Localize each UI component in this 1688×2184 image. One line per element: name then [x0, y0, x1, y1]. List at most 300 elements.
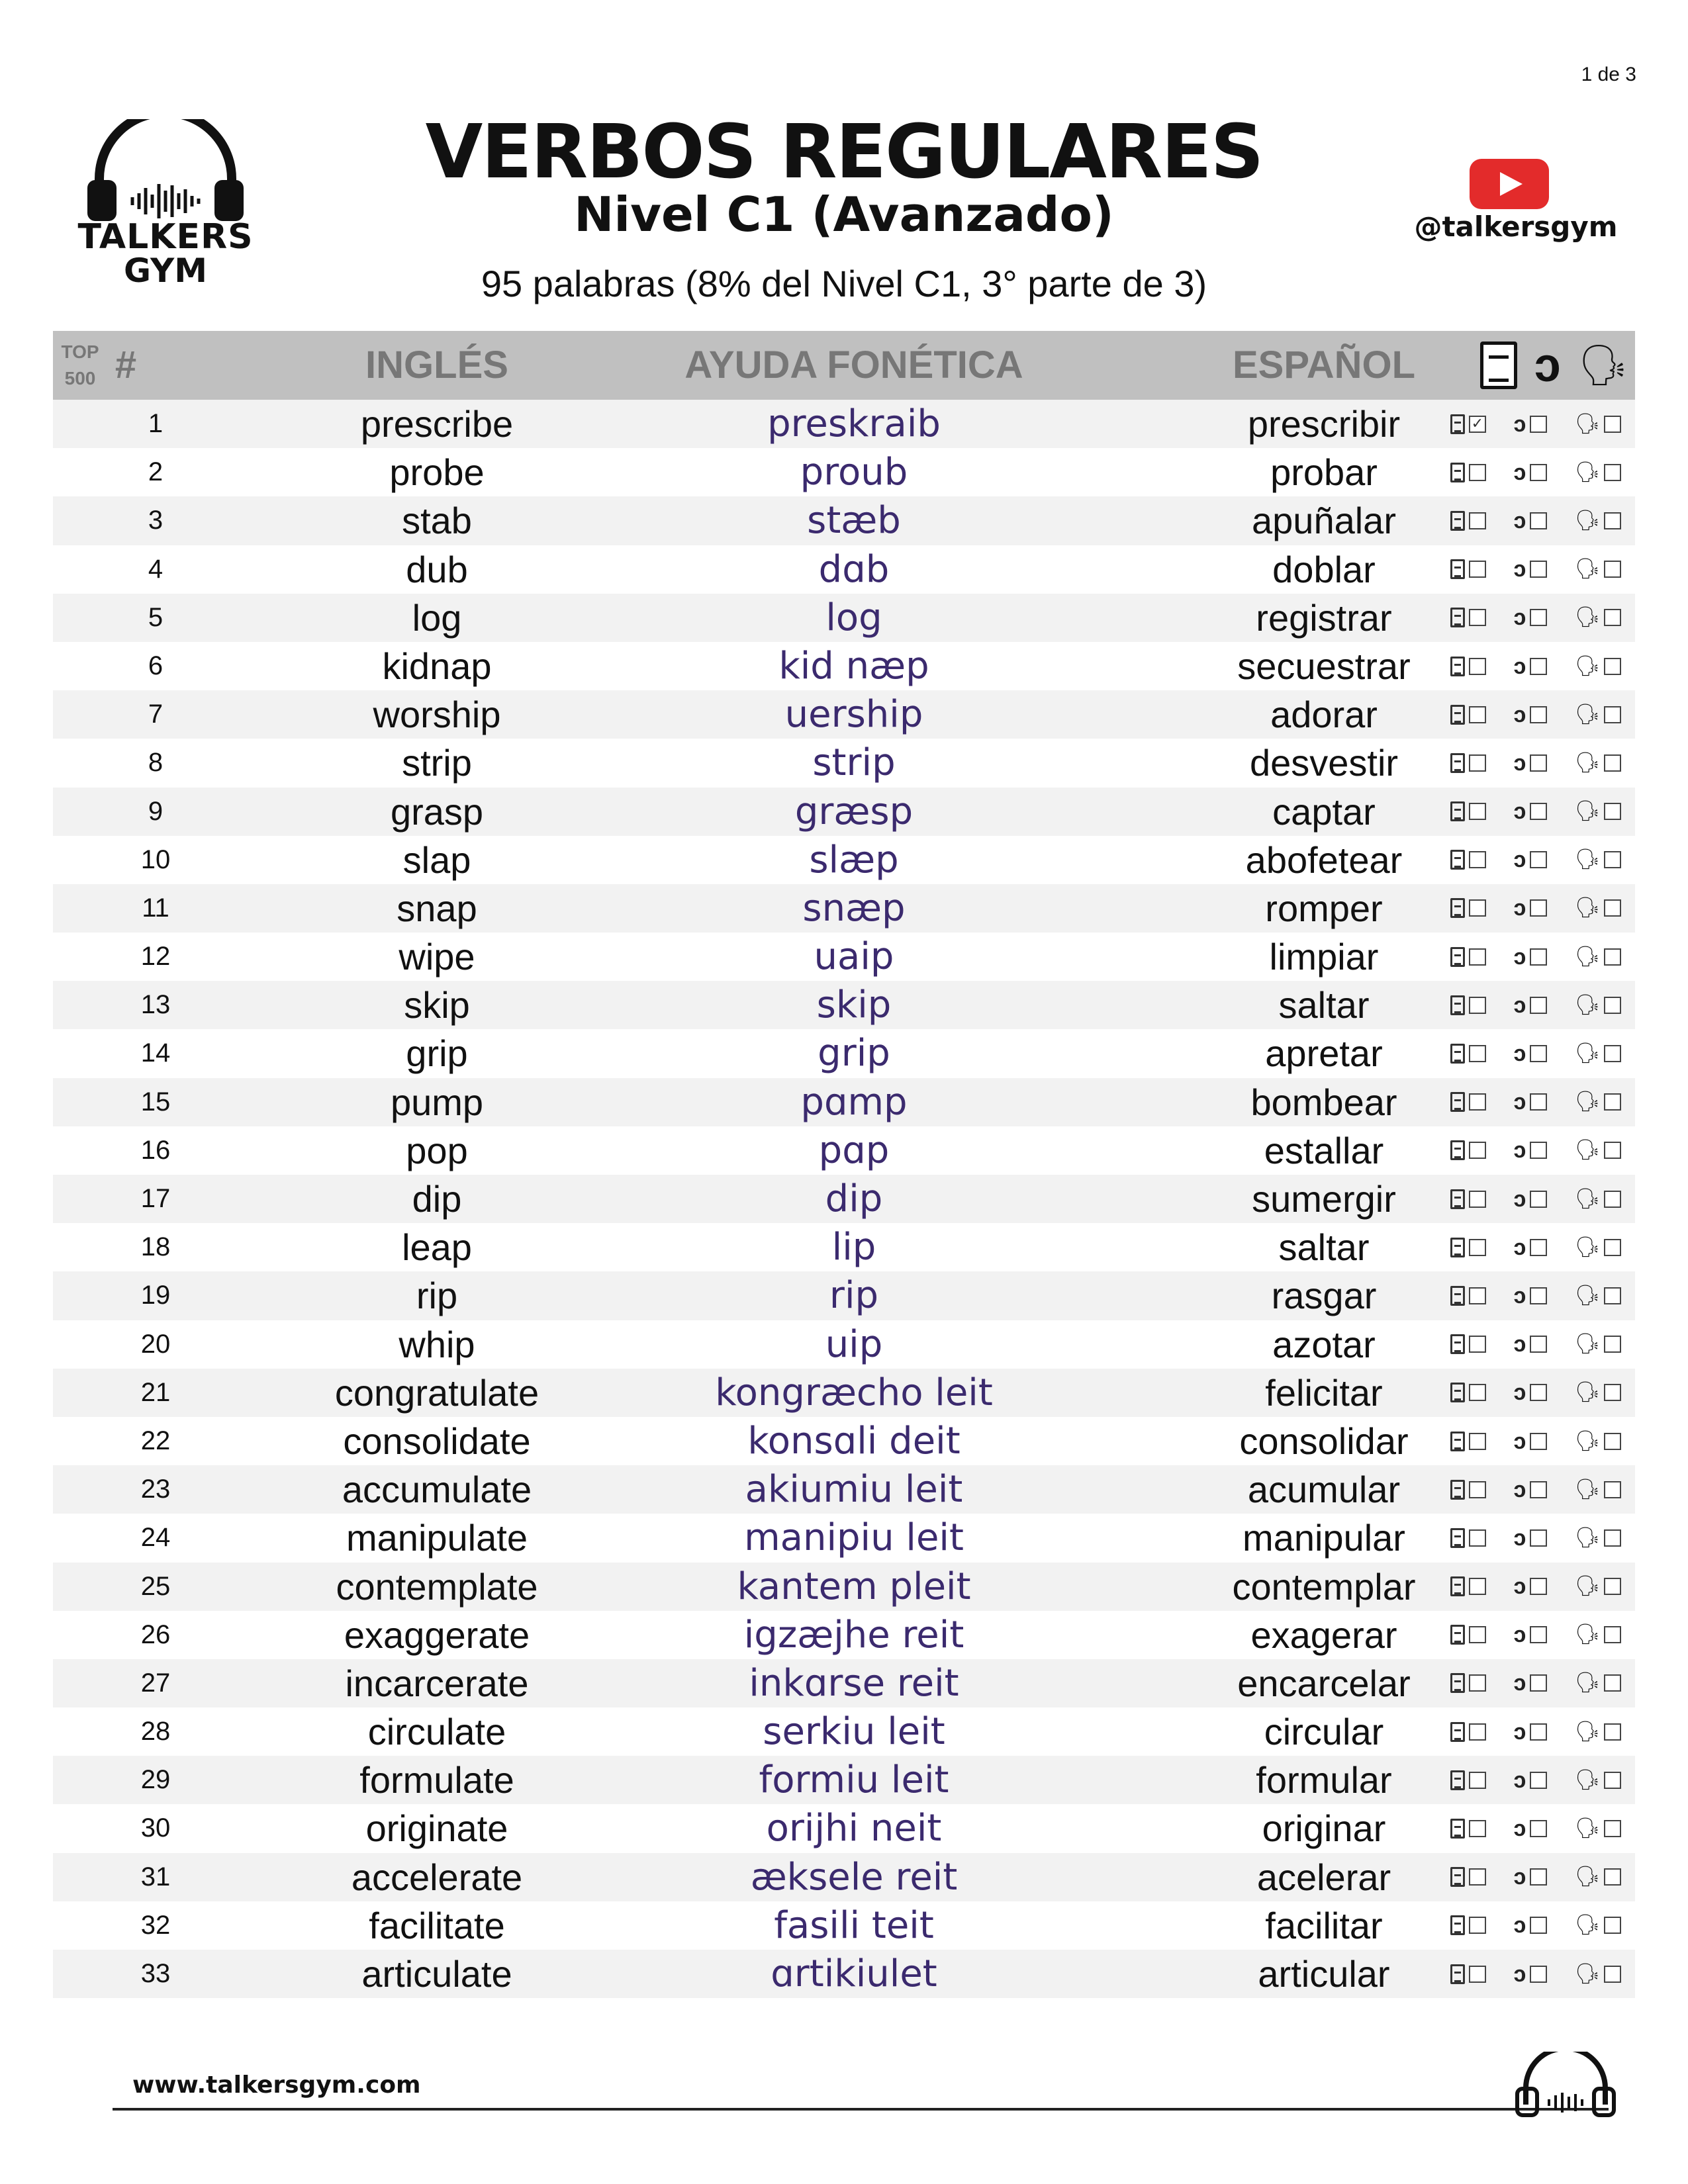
spanish-word: encarcelar: [1237, 1662, 1411, 1704]
document-icon: [1450, 1092, 1465, 1112]
progress-checkboxes: [1436, 594, 1635, 642]
youtube-icon[interactable]: [1470, 159, 1549, 209]
speaking-person-icon: 🗣: [1575, 1187, 1601, 1210]
speaking-person-icon: 🗣: [1575, 461, 1601, 483]
document-icon: [1450, 414, 1465, 434]
read-checkbox[interactable]: [1469, 1674, 1486, 1692]
progress-checkboxes: [1436, 1950, 1635, 1998]
listen-check-group: [1513, 1816, 1547, 1842]
english-word: originate: [365, 1807, 508, 1850]
english-word: dip: [412, 1178, 462, 1220]
row-number: 30: [140, 1813, 171, 1843]
speak-check-group: [1575, 657, 1621, 676]
document-icon: [1450, 995, 1465, 1015]
listen-check-group: [1513, 1767, 1547, 1793]
read-checkbox[interactable]: [1469, 803, 1486, 820]
column-header-phonetic: AYUDA FONÉTICA: [684, 343, 1023, 387]
phonetic-help: æksele reit: [750, 1855, 958, 1899]
speak-check-group: [1575, 995, 1621, 1015]
speaking-person-icon: 🗣: [1575, 655, 1601, 677]
read-checkbox[interactable]: [1469, 1723, 1486, 1741]
row-number: 13: [140, 990, 171, 1020]
listen-checkbox[interactable]: [1530, 1336, 1547, 1353]
row-number: 10: [140, 844, 171, 874]
phonetic-help: dip: [825, 1177, 883, 1220]
read-check-group: [1450, 559, 1486, 579]
read-checkbox[interactable]: [1469, 1433, 1486, 1450]
listen-checkbox[interactable]: [1530, 1626, 1547, 1643]
read-checkbox[interactable]: ✓: [1469, 416, 1486, 433]
listen-checkbox[interactable]: [1530, 1529, 1547, 1547]
phonetic-help: preskraib: [767, 402, 941, 445]
ear-icon: ↄ: [1513, 750, 1526, 776]
english-word: pop: [406, 1129, 468, 1171]
spanish-word: apretar: [1265, 1032, 1383, 1075]
listen-checkbox[interactable]: [1530, 1481, 1547, 1498]
phonetic-help: pɑp: [818, 1128, 890, 1172]
listen-check-group: [1513, 1186, 1547, 1212]
speak-checkbox[interactable]: [1604, 997, 1621, 1014]
listen-checkbox[interactable]: [1530, 851, 1547, 868]
speaking-person-icon: 🗣: [1575, 1623, 1601, 1646]
row-number: 33: [140, 1959, 171, 1988]
table-row: [53, 1756, 1635, 1804]
phonetic-help: igzæjhe reit: [743, 1613, 964, 1657]
english-word: wipe: [399, 936, 475, 978]
english-word: incarcerate: [345, 1662, 529, 1704]
document-icon: [1450, 1576, 1465, 1596]
document-icon: [1450, 511, 1465, 531]
progress-checkboxes: [1436, 496, 1635, 545]
table-row: [53, 1563, 1635, 1611]
speak-checkbox[interactable]: [1604, 1481, 1621, 1498]
read-check-group: [1450, 1044, 1486, 1064]
spanish-word: captar: [1272, 790, 1376, 833]
read-check-group: [1450, 850, 1486, 870]
row-number: 28: [140, 1717, 171, 1747]
listen-check-group: [1513, 1864, 1547, 1890]
read-checkbox[interactable]: [1469, 1578, 1486, 1595]
listen-checkbox[interactable]: [1530, 658, 1547, 675]
listen-checkbox[interactable]: [1530, 997, 1547, 1014]
speak-checkbox[interactable]: [1604, 464, 1621, 481]
table-row: [53, 836, 1635, 884]
listen-checkbox[interactable]: [1530, 1239, 1547, 1256]
speak-check-group: [1575, 511, 1621, 531]
document-icon: [1450, 1286, 1465, 1306]
progress-checkboxes: [1436, 1271, 1635, 1320]
read-check-group: [1450, 1915, 1486, 1935]
phonetic-help: serkiu leit: [763, 1710, 945, 1754]
read-checkbox[interactable]: [1469, 512, 1486, 529]
read-checkbox[interactable]: [1469, 706, 1486, 723]
speak-checkbox[interactable]: [1604, 416, 1621, 433]
ear-icon: ↄ: [1513, 1525, 1526, 1551]
read-checkbox[interactable]: [1469, 1529, 1486, 1547]
document-icon: [1450, 1722, 1465, 1742]
document-icon: [1450, 1334, 1465, 1354]
read-checkbox[interactable]: [1469, 658, 1486, 675]
row-number: 20: [140, 1329, 171, 1359]
read-checkbox[interactable]: [1469, 1966, 1486, 1983]
phonetic-help: fasili teit: [774, 1903, 934, 1947]
table-row: [53, 1707, 1635, 1756]
speak-check-group: [1575, 463, 1621, 482]
read-check-group: [1450, 414, 1486, 434]
ear-icon: ↄ: [1513, 1041, 1526, 1067]
listen-check-group: [1513, 459, 1547, 485]
read-checkbox[interactable]: [1469, 609, 1486, 626]
read-checkbox[interactable]: [1469, 1917, 1486, 1934]
progress-checkboxes: [1436, 788, 1635, 836]
speaking-person-icon: 🗣: [1575, 1768, 1601, 1791]
read-checkbox[interactable]: [1469, 1772, 1486, 1789]
speak-checkbox[interactable]: [1604, 706, 1621, 723]
speaking-person-icon: 🗣: [1575, 1962, 1601, 1985]
english-word: dub: [406, 548, 468, 590]
read-checkbox[interactable]: [1469, 1820, 1486, 1837]
row-number: 17: [140, 1184, 171, 1213]
table-row: [53, 1853, 1635, 1901]
read-check-group: [1450, 1867, 1486, 1887]
ear-icon: ↄ: [1513, 508, 1526, 533]
ear-icon: ↄ: [1513, 1913, 1526, 1938]
phonetic-help: formiu leit: [759, 1758, 949, 1802]
read-checkbox[interactable]: [1469, 1142, 1486, 1159]
phonetic-help: snæp: [802, 886, 906, 930]
english-word: accelerate: [351, 1856, 523, 1898]
read-check-group: [1450, 1480, 1486, 1500]
speak-check-group: [1575, 1528, 1621, 1548]
speak-checkbox[interactable]: [1604, 658, 1621, 675]
phonetic-help: uaip: [814, 935, 894, 979]
speak-checkbox[interactable]: [1604, 948, 1621, 966]
read-check-group: [1450, 608, 1486, 627]
speak-check-group: [1575, 608, 1621, 627]
ear-icon: ↄ: [1513, 1428, 1526, 1454]
table-row: [53, 1901, 1635, 1950]
progress-checkboxes: [1436, 1078, 1635, 1126]
read-checkbox[interactable]: [1469, 1287, 1486, 1304]
phonetic-help: stæb: [807, 499, 901, 543]
phonetic-help: ɑrtikiulet: [771, 1952, 937, 1995]
listen-checkbox[interactable]: [1530, 1772, 1547, 1789]
table-row: [53, 545, 1635, 594]
speaking-person-icon: 🗣: [1575, 1866, 1601, 1888]
row-number: 8: [148, 748, 164, 778]
spanish-word: sumergir: [1252, 1178, 1396, 1220]
spanish-word: azotar: [1272, 1323, 1376, 1365]
speak-checkbox[interactable]: [1604, 754, 1621, 772]
listen-checkbox[interactable]: [1530, 1384, 1547, 1401]
listen-checkbox[interactable]: [1530, 754, 1547, 772]
progress-checkboxes: [1436, 1223, 1635, 1271]
read-check-group: [1450, 1189, 1486, 1209]
page-description: 95 palabras (8% del Nivel C1, 3° parte de 3): [481, 263, 1207, 304]
listen-checkbox[interactable]: [1530, 416, 1547, 433]
table-row: [53, 788, 1635, 836]
listen-check-group: [1513, 1477, 1547, 1502]
ear-icon: ↄ: [1513, 1816, 1526, 1842]
document-icon: [1450, 463, 1465, 482]
spanish-word: rasgar: [1271, 1275, 1377, 1317]
document-icon: [1450, 947, 1465, 967]
speak-check-group: [1575, 850, 1621, 870]
speak-checkbox[interactable]: [1604, 1336, 1621, 1353]
listen-checkbox[interactable]: [1530, 1966, 1547, 1983]
vocabulary-table: [53, 331, 1635, 1998]
listen-checkbox[interactable]: [1530, 1433, 1547, 1450]
speaking-person-icon: 🗣: [1577, 343, 1628, 387]
row-number: 18: [140, 1232, 171, 1262]
progress-checkboxes: [1436, 1563, 1635, 1611]
listen-check-group: [1513, 653, 1547, 679]
speak-check-group: [1575, 705, 1621, 725]
speak-checkbox[interactable]: [1604, 1093, 1621, 1111]
speak-checkbox[interactable]: [1604, 1433, 1621, 1450]
listen-checkbox[interactable]: [1530, 464, 1547, 481]
ear-icon: ↄ: [1513, 944, 1526, 970]
speak-check-group: [1575, 947, 1621, 967]
ear-icon: ↄ: [1513, 992, 1526, 1018]
speak-checkbox[interactable]: [1604, 1966, 1621, 1983]
listen-check-group: [1513, 1525, 1547, 1551]
ear-icon: ↄ: [1513, 1767, 1526, 1793]
read-checkbox[interactable]: [1469, 1481, 1486, 1498]
progress-checkboxes: [1436, 933, 1635, 981]
spanish-word: apuñalar: [1252, 500, 1396, 542]
english-word: manipulate: [346, 1517, 528, 1559]
progress-checkboxes: [1436, 1029, 1635, 1077]
speaking-person-icon: 🗣: [1575, 1091, 1601, 1113]
listen-checkbox[interactable]: [1530, 1723, 1547, 1741]
speak-checkbox[interactable]: [1604, 1045, 1621, 1062]
document-icon: [1450, 1964, 1465, 1984]
speak-checkbox[interactable]: [1604, 851, 1621, 868]
read-checkbox[interactable]: [1469, 1868, 1486, 1886]
page-number: 1 de 3: [1581, 64, 1636, 85]
spanish-word: saltar: [1278, 1226, 1370, 1269]
progress-checkboxes: [1436, 836, 1635, 884]
read-checkbox[interactable]: [1469, 997, 1486, 1014]
read-check-group: [1450, 1286, 1486, 1306]
phonetic-help: slæp: [809, 838, 899, 882]
progress-checkboxes: [1436, 1707, 1635, 1756]
document-icon: [1450, 801, 1465, 821]
spanish-word: desvestir: [1249, 742, 1399, 784]
read-checkbox[interactable]: [1469, 948, 1486, 966]
speak-checkbox[interactable]: [1604, 1239, 1621, 1256]
table-row: [53, 642, 1635, 690]
ear-icon: ↄ: [1513, 1961, 1526, 1987]
spanish-word: secuestrar: [1237, 645, 1411, 687]
footer-url[interactable]: www.talkersgym.com: [132, 2071, 421, 2099]
listen-checkbox[interactable]: [1530, 1820, 1547, 1837]
document-icon: [1450, 1044, 1465, 1064]
speak-checkbox[interactable]: [1604, 1723, 1621, 1741]
listen-checkbox[interactable]: [1530, 706, 1547, 723]
progress-checkboxes: [1436, 1853, 1635, 1901]
speak-checkbox[interactable]: [1604, 1578, 1621, 1595]
speak-checkbox[interactable]: [1604, 1674, 1621, 1692]
listen-checkbox[interactable]: [1530, 1045, 1547, 1062]
spanish-word: originar: [1262, 1807, 1386, 1850]
listen-checkbox[interactable]: [1530, 1093, 1547, 1111]
listen-checkbox[interactable]: [1530, 1674, 1547, 1692]
speak-checkbox[interactable]: [1604, 1772, 1621, 1789]
read-checkbox[interactable]: [1469, 851, 1486, 868]
speaking-person-icon: 🗣: [1575, 703, 1601, 725]
logo-text-gym: GYM: [124, 251, 207, 290]
read-checkbox[interactable]: [1469, 754, 1486, 772]
listen-checkbox[interactable]: [1530, 1868, 1547, 1886]
document-icon: [1450, 1383, 1465, 1402]
listen-check-group: [1513, 1428, 1547, 1454]
speak-checkbox[interactable]: [1604, 803, 1621, 820]
listen-checkbox[interactable]: [1530, 512, 1547, 529]
phonetic-help: uership: [784, 693, 923, 737]
document-icon: [1450, 1528, 1465, 1548]
listen-checkbox[interactable]: [1530, 1142, 1547, 1159]
phonetic-help: proub: [800, 451, 908, 494]
listen-checkbox[interactable]: [1530, 609, 1547, 626]
speaking-person-icon: 🗣: [1575, 897, 1601, 919]
listen-checkbox[interactable]: [1530, 1191, 1547, 1208]
speak-check-group: [1575, 414, 1621, 434]
read-checkbox[interactable]: [1469, 1045, 1486, 1062]
speak-checkbox[interactable]: [1604, 609, 1621, 626]
listen-checkbox[interactable]: [1530, 899, 1547, 917]
ear-icon: ↄ: [1513, 459, 1526, 485]
read-checkbox[interactable]: [1469, 1093, 1486, 1111]
english-word: rip: [416, 1275, 458, 1317]
speak-checkbox[interactable]: [1604, 1868, 1621, 1886]
column-header-spanish: ESPAÑOL: [1232, 343, 1416, 387]
page-title: VERBOS REGULARES: [425, 109, 1263, 195]
read-check-group: [1450, 753, 1486, 773]
listen-checkbox[interactable]: [1530, 561, 1547, 578]
listen-check-group: [1513, 992, 1547, 1018]
document-icon: [1450, 1867, 1465, 1887]
table-row: [53, 1223, 1635, 1271]
spanish-word: exagerar: [1250, 1614, 1397, 1656]
read-check-group: [1450, 1334, 1486, 1354]
row-number: 4: [148, 554, 164, 584]
table-row: [53, 1659, 1635, 1707]
ear-icon: ↄ: [1513, 605, 1526, 631]
english-word: grasp: [390, 790, 484, 833]
english-word: facilitate: [369, 1904, 505, 1946]
english-word: pump: [390, 1081, 484, 1123]
read-check-group: [1450, 801, 1486, 821]
read-checkbox[interactable]: [1469, 1239, 1486, 1256]
listen-checkbox[interactable]: [1530, 803, 1547, 820]
table-row: [53, 496, 1635, 545]
table-row: [53, 1950, 1635, 1998]
read-check-group: [1450, 1092, 1486, 1112]
speak-checkbox[interactable]: [1604, 561, 1621, 578]
english-word: strip: [402, 742, 472, 784]
document-icon: [1450, 1432, 1465, 1451]
progress-checkboxes: [1436, 884, 1635, 933]
table-row: [53, 1078, 1635, 1126]
speak-checkbox[interactable]: [1604, 899, 1621, 917]
row-number: 12: [140, 942, 171, 972]
speak-checkbox[interactable]: [1604, 1191, 1621, 1208]
speaking-person-icon: 🗣: [1575, 751, 1601, 774]
listen-check-group: [1513, 1380, 1547, 1406]
speaking-person-icon: 🗣: [1575, 1817, 1601, 1840]
read-checkbox[interactable]: [1469, 1626, 1486, 1643]
spanish-word: manipular: [1243, 1517, 1405, 1559]
speak-check-group: [1575, 1189, 1621, 1209]
speak-checkbox[interactable]: [1604, 1917, 1621, 1934]
listen-checkbox[interactable]: [1530, 1917, 1547, 1934]
row-number: 21: [140, 1377, 171, 1407]
speak-checkbox[interactable]: [1604, 512, 1621, 529]
spanish-word: articular: [1258, 1953, 1390, 1995]
speak-checkbox[interactable]: [1604, 1529, 1621, 1547]
progress-checkboxes: [1436, 739, 1635, 787]
read-checkbox[interactable]: [1469, 1336, 1486, 1353]
top-label: TOP: [61, 341, 99, 362]
speaking-person-icon: 🗣: [1575, 945, 1601, 968]
listen-checkbox[interactable]: [1530, 1287, 1547, 1304]
read-checkbox[interactable]: [1469, 1384, 1486, 1401]
read-check-group: [1450, 1432, 1486, 1451]
column-header-english: INGLÉS: [365, 343, 508, 387]
speak-check-group: [1575, 1673, 1621, 1693]
phonetic-help: kid næp: [778, 644, 929, 688]
read-check-group: [1450, 1964, 1486, 1984]
read-checkbox[interactable]: [1469, 464, 1486, 481]
speaking-person-icon: 🗣: [1575, 848, 1601, 871]
progress-checkboxes: [1436, 690, 1635, 739]
spanish-word: limpiar: [1269, 936, 1379, 978]
progress-checkboxes: [1436, 1756, 1635, 1804]
read-checkbox[interactable]: [1469, 561, 1486, 578]
table-row: [53, 1175, 1635, 1223]
speak-checkbox[interactable]: [1604, 1287, 1621, 1304]
listen-checkbox[interactable]: [1530, 1578, 1547, 1595]
ear-icon: ↄ: [1513, 1574, 1526, 1600]
speak-checkbox[interactable]: [1604, 1626, 1621, 1643]
speak-checkbox[interactable]: [1604, 1142, 1621, 1159]
social-handle[interactable]: @talkersgym: [1414, 210, 1618, 243]
read-checkbox[interactable]: [1469, 899, 1486, 917]
spanish-word: facilitar: [1265, 1904, 1383, 1946]
logo-text-talkers: TALKERS: [77, 217, 254, 257]
read-check-group: [1450, 898, 1486, 918]
english-word: accumulate: [342, 1469, 532, 1511]
read-check-group: [1450, 995, 1486, 1015]
phonetic-help: græsp: [794, 790, 914, 833]
speak-check-group: [1575, 1770, 1621, 1790]
speak-check-group: [1575, 1092, 1621, 1112]
footer-headphones-icon: [1509, 2052, 1622, 2118]
speaking-person-icon: 🗣: [1575, 606, 1601, 629]
ear-icon: ↄ: [1513, 1186, 1526, 1212]
speak-check-group: [1575, 753, 1621, 773]
speak-check-group: [1575, 1964, 1621, 1984]
listen-checkbox[interactable]: [1530, 948, 1547, 966]
read-checkbox[interactable]: [1469, 1191, 1486, 1208]
listen-check-group: [1513, 557, 1547, 582]
listen-check-group: [1513, 1913, 1547, 1938]
speak-checkbox[interactable]: [1604, 1384, 1621, 1401]
speak-checkbox[interactable]: [1604, 1820, 1621, 1837]
phonetic-help: konsɑli deit: [747, 1419, 961, 1463]
